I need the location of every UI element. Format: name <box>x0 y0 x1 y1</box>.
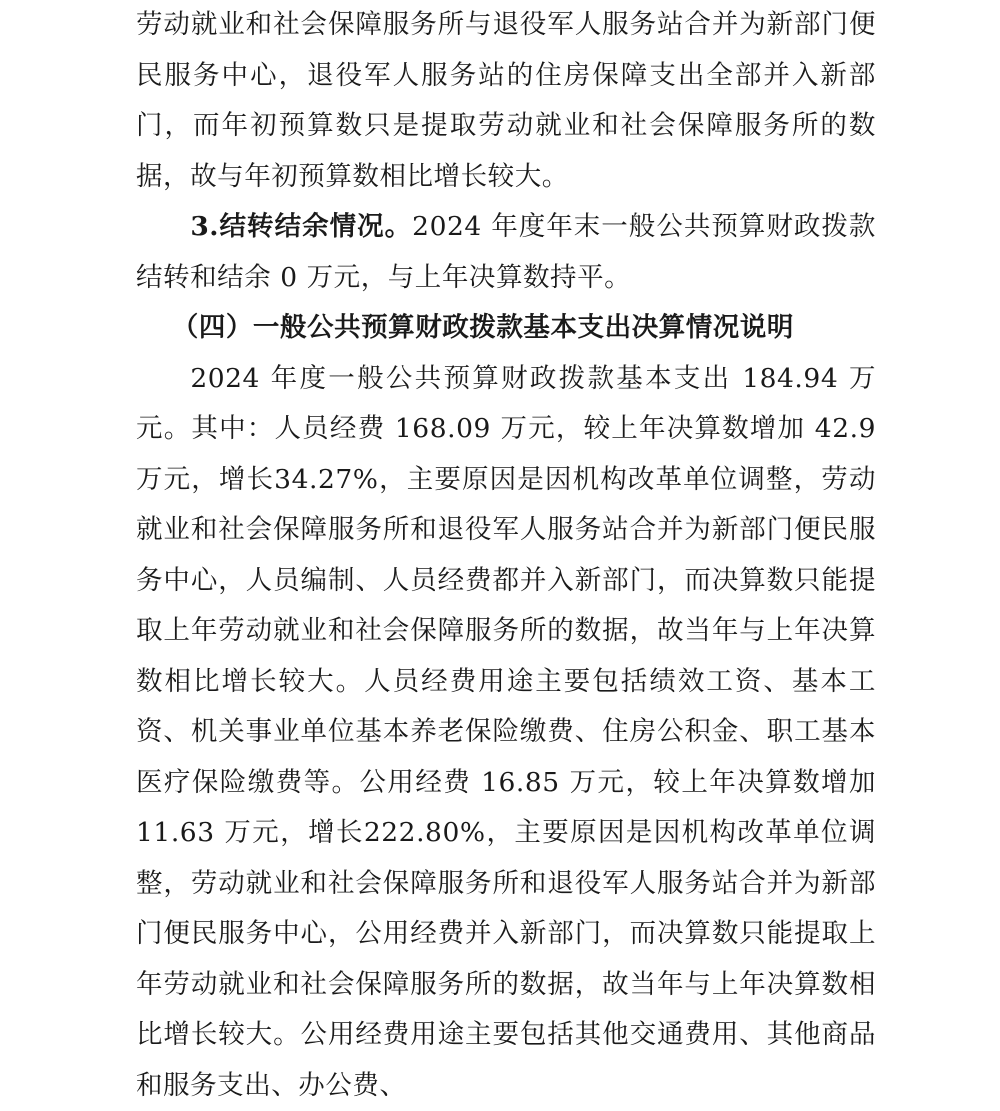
carryover-body: 2024 年度年末一般公共预算财政拨款结转和结余 0 万元，与上年决算数持平。 <box>136 211 876 293</box>
paragraph-basic-expenditure: 2024 年度一般公共预算财政拨款基本支出 184.94 万元。其中：人员经费 168.09 万元，较上年决算数增加 42.9 万元，增长34.27%，主要原因是因机构改革单位调整，劳动就业和社会保障服务所和退役军人服务站合并为新部门便民服务中心，人员编制、人员经费都并入新部门，而决算数只能提取上年劳动就业和社会保障服务所的数据，故当年与上年决算数相比增长较大。人员经费用途主要包括绩效工资、基本工资、机关事业单位基本养老保险缴费、住房公积金、职工基本医疗保险缴费等。公用经费 16.85 万元，较上年决算数增加 11.63 万元，增长222.80%，主要原因是因机构改革单位调整，劳动就业和社会保障服务所和退役军人服务站合并为新部门便民服务中心，公用经费并入新部门，而决算数只能提取上年劳动就业和社会保障服务所的数据，故当年与上年决算数相比增长较大。公用经费用途主要包括其他交通费用、其他商品和服务支出、办公费、 <box>136 354 876 1111</box>
paragraph-housing-budget: 劳动就业和社会保障服务所与退役军人服务站合并为新部门便民服务中心，退役军人服务站的住房保障支出全部并入新部门，而年初预算数只是提取劳动就业和社会保障服务所的数据，故与年初预算数相比增长较大。 <box>136 0 876 202</box>
carryover-lead: 3.结转结余情况。 <box>190 211 412 242</box>
section-heading-basic-expenditure: （四）一般公共预算财政拨款基本支出决算情况说明 <box>136 303 876 354</box>
document-page <box>136 0 876 1056</box>
paragraph-carryover <box>136 202 876 303</box>
